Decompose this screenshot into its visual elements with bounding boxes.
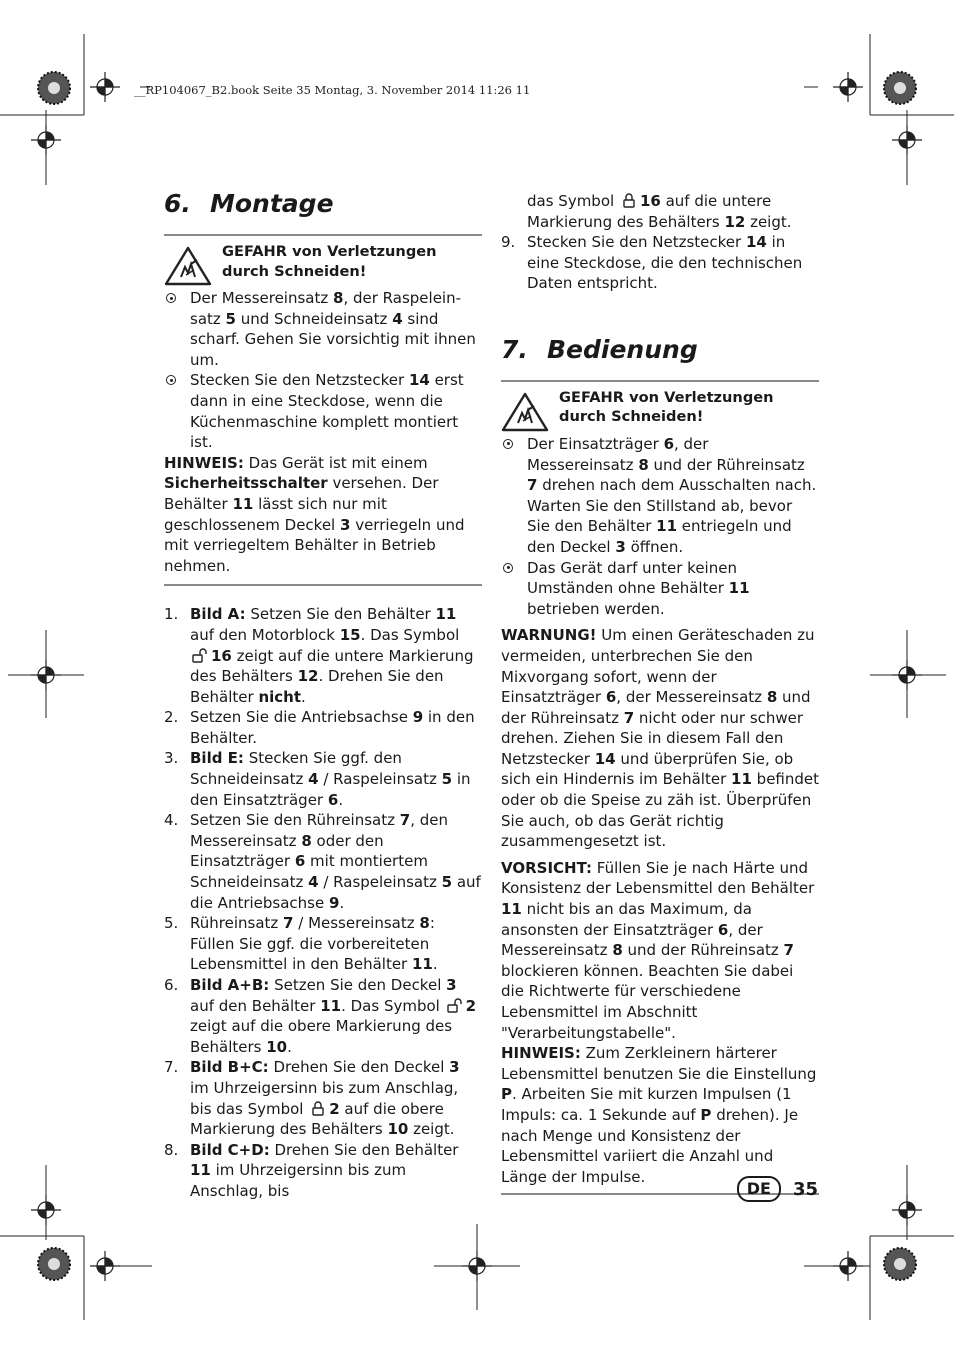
warnung-paragraph: WARNUNG! Um einen Geräteschaden zu vermeiden, unterbrechen Sie den Mixvorgang sofort, wenn der Einsatzträger 6, der Messereinsatz 8 und der Rühreinsatz 7 nicht oder nur schwer drehen. Ziehen Sie in diesem Fall den Netzstecker 14 und überprüfen Sie, ob sich ein Hindernis im Behälter 11 befindet oder ob die Speise zu zäh ist. Überprüfen Sie auch, ob das Gerät richtig zusammengesetzt ist.	[501, 626, 820, 851]
hinweis-paragraph: HINWEIS: Das Gerät ist mit einem Sicherheitsschalter versehen. Der Behälter 11 lässt sich nur mit geschlossenem Deckel 3 verriegeln und mit verriegeltem Behälter in Betrieb nehmen.	[164, 453, 465, 575]
list-item: 9. Stecken Sie den Netzstecker 14 in eine Steckdose, die den technischen Daten entspricht.	[501, 233, 803, 293]
safety-bullets	[501, 434, 819, 619]
print-slug: __RP104067_B2.book Seite 35 Montag, 3. November 2014 11:26 11	[134, 83, 531, 97]
warning-line: GEFAHR von Verletzungen	[559, 388, 774, 406]
section-heading-montage	[164, 186, 482, 222]
list-item: das Symbol 16 auf die untere Markierung des Behälters 12 zeigt.	[527, 192, 792, 231]
warning-box	[501, 382, 819, 432]
locked-padlock-icon	[621, 193, 637, 208]
list-item: 6. Bild A+B: Setzen Sie den Deckel 3 auf den Behälter 11. Das Symbol 2 zeigt auf die obere Markierung des Behälters 10.	[164, 976, 477, 1056]
assembly-steps	[164, 604, 482, 1201]
section-title: Bedienung	[547, 334, 698, 364]
warning-text	[559, 388, 774, 427]
warning-line: durch Schneiden!	[222, 262, 367, 280]
unlocked-padlock-icon	[192, 648, 208, 663]
section-number: 6.	[164, 189, 191, 218]
vorsicht-paragraph: VORSICHT: Füllen Sie je nach Härte und Konsistenz der Lebensmittel den Behälter 11 nicht bis an das Maximum, da ansonsten der Einsatzträger 6, der Messereinsatz 8 und der Rühreinsatz 7 blockieren können. Beachten Sie dabei die Richtwerte für verschiedene Lebensmittel im Abschnitt "Verarbeitungstabelle".	[501, 858, 815, 1042]
page-footer	[737, 1176, 818, 1202]
list-item: Der Einsatzträger 6, der Messereinsatz 8 und der Rühreinsatz 7 drehen nach dem Ausschalten nach. Warten Sie den Stillstand ab, bevor Sie den Behälter 11 entriegeln und den Deckel 3 öffnen.	[501, 434, 819, 558]
list-item: 7. Bild B+C: Drehen Sie den Deckel 3 im Uhrzeigersinn bis zum Anschlag, bis das Symbol 2 auf die obere Markierung des Behälters 10 zeigt.	[164, 1058, 460, 1139]
list-item: 5. Rühreinsatz 7 / Messereinsatz 8: Füllen Sie ggf. die vorbereiteten Lebensmittel in den Behälter 11.	[164, 914, 438, 974]
hinweis-paragraph: HINWEIS: Zum Zerkleinern härterer Lebensmittel benutzen Sie die Einstellung P. Arbeiten Sie mit kurzen Impulsen (1 Impuls: ca. 1 Sekunde auf P drehen). Je nach Menge und Konsistenz der Lebensmittel variiert die Anzahl und Länge der Impulse.	[501, 1044, 817, 1186]
list-item: 3. Bild E: Stecken Sie ggf. den Schneideinsatz 4 / Raspeleinsatz 5 in den Einsatzträger 6.	[164, 749, 471, 809]
page-number: 35	[792, 1178, 818, 1200]
warning-box	[164, 236, 482, 286]
section-heading-bedienung	[501, 332, 819, 368]
assembly-steps-continued	[501, 191, 819, 294]
list-item: Der Messereinsatz 8, der Raspelein-satz 5 und Schneideinsatz 4 sind scharf. Gehen Sie vorsichtig mit ihnen um.	[164, 288, 482, 370]
warning-line: GEFAHR von Verletzungen	[222, 243, 437, 260]
left-column	[164, 186, 482, 1202]
list-item: Stecken Sie den Netzstecker 14 erst dann in eine Steckdose, wenn die Küchenmaschine komplett montiert ist.	[164, 370, 482, 452]
section-title: Montage	[210, 189, 334, 218]
language-badge: DE	[737, 1176, 781, 1202]
warning-text	[222, 242, 437, 281]
safety-bullets	[164, 288, 482, 453]
warning-line: durch Schneiden!	[559, 408, 704, 426]
locked-padlock-icon	[310, 1101, 326, 1116]
right-column	[501, 191, 819, 1195]
section-number: 7.	[501, 334, 528, 364]
divider	[164, 584, 482, 586]
warning-triangle-cut-icon	[164, 246, 212, 286]
list-item: 8. Bild C+D: Drehen Sie den Behälter 11 im Uhrzeigersinn bis zum Anschlag, bis	[164, 1140, 459, 1200]
list-item: 4. Setzen Sie den Rühreinsatz 7, den Messereinsatz 8 oder den Einsatzträger 6 mit montiertem Schneideinsatz 4 / Raspeleinsatz 5 auf die Antriebsachse 9.	[164, 811, 481, 912]
warning-triangle-cut-icon	[501, 392, 549, 432]
list-item: 2. Setzen Sie die Antriebsachse 9 in den Behälter.	[164, 708, 475, 747]
list-item: Das Gerät darf unter keinen Umständen ohne Behälter 11 betrieben werden.	[501, 558, 819, 620]
list-item: 1. Bild A: Setzen Sie den Behälter 11 auf den Motorblock 15. Das Symbol 16 zeigt auf die untere Markierung des Behälters 12. Drehen Sie den Behälter nicht.	[164, 605, 474, 706]
unlocked-padlock-icon	[447, 998, 463, 1013]
